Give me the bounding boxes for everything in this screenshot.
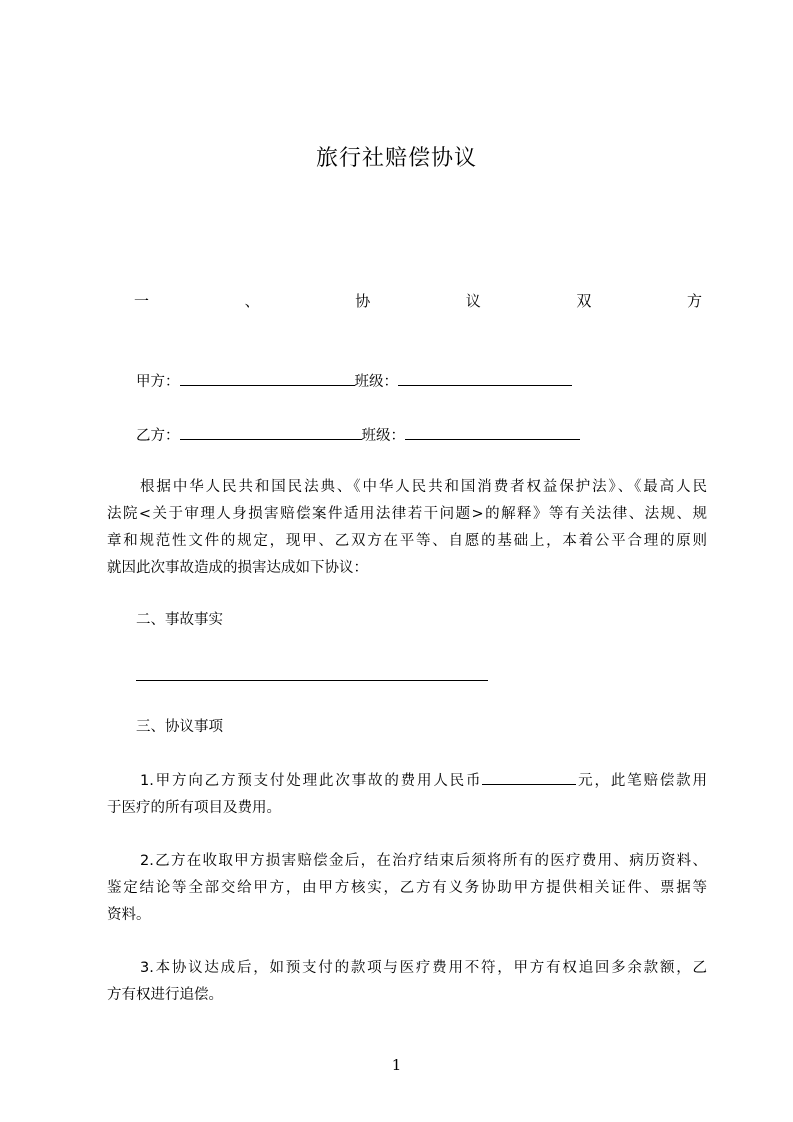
party-a-class-blank[interactable]	[398, 371, 572, 386]
party-b-class-label: 班级：	[361, 428, 405, 444]
page-number: 1	[391, 1056, 402, 1074]
item-3-line: 3.本协议达成后，如预支付的款项与医疗费用不符，甲方有权追回多余款额，乙	[140, 960, 707, 976]
section-3-heading: 三、协议事项	[136, 719, 223, 735]
item-1-line	[107, 768, 707, 795]
intro-line: 法院<关于审理人身损害赔偿案件适用法律若干问题>的解释》等有关法律、法规、规	[107, 506, 707, 522]
section-2-heading: 二、事故事实	[136, 612, 223, 628]
document-title: 旅行社赔偿协议	[315, 146, 477, 171]
intro-line: 根据中华人民共和国民法典、《中华人民共和国消费者权益保护法》、《最高人民	[140, 479, 707, 495]
party-b-label: 乙方：	[136, 428, 180, 444]
party-a-line	[136, 371, 572, 392]
party-b-line	[136, 425, 580, 446]
item-2-line: 资料。	[107, 907, 151, 923]
item-3-line: 方有权进行追偿。	[107, 987, 223, 1003]
item-1-text-after: 元，此笔赔偿款用	[576, 773, 707, 789]
party-a-label: 甲方：	[136, 374, 180, 390]
section-1-char: 议	[465, 292, 481, 310]
item-2-line: 鉴定结论等全部交给甲方，由甲方核实，乙方有义务协助甲方提供相关证件、票据等	[107, 880, 707, 896]
item-2-paragraph	[107, 848, 707, 929]
accident-facts-blank-line[interactable]	[136, 680, 488, 681]
section-1-char: 双	[576, 292, 592, 310]
party-b-name-blank[interactable]	[180, 425, 362, 440]
item-2-line: 2.乙方在收取甲方损害赔偿金后，在治疗结束后须将所有的医疗费用、病历资料、	[140, 853, 707, 869]
section-1-char: 协	[355, 292, 371, 310]
section-1-heading	[134, 290, 702, 311]
intro-paragraph	[107, 474, 707, 582]
item-1-text-before: 1.甲方向乙方预支付处理此次事故的费用人民币	[140, 773, 483, 789]
item-3-paragraph	[107, 955, 707, 1009]
amount-blank[interactable]	[482, 770, 576, 785]
item-1-paragraph	[107, 768, 707, 822]
section-1-char: 方	[686, 292, 702, 310]
intro-line: 就因此次事故造成的损害达成如下协议：	[107, 560, 368, 576]
section-1-char: 一	[134, 292, 150, 310]
party-b-class-blank[interactable]	[405, 425, 580, 440]
item-1-line: 于医疗的所有项目及费用。	[107, 800, 281, 816]
party-a-name-blank[interactable]	[180, 371, 355, 386]
section-1-char: 、	[244, 292, 260, 310]
intro-line: 章和规范性文件的规定，现甲、乙双方在平等、自愿的基础上，本着公平合理的原则	[107, 533, 707, 549]
party-a-class-label: 班级：	[354, 374, 398, 390]
